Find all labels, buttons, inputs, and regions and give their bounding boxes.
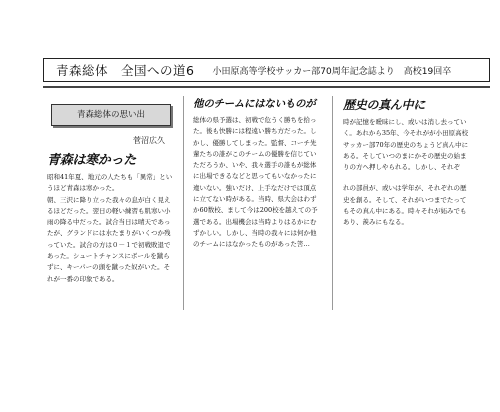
- article-body: [343, 117, 471, 229]
- column-heading: 他のチームにはないものが: [193, 98, 316, 110]
- section-label-box: 青森総体の思い出: [51, 104, 171, 126]
- header-divider: [43, 86, 490, 88]
- article-body: [193, 115, 321, 251]
- article-body: [47, 172, 173, 285]
- paragraph: 総体の県予選は、初戦で危うく勝ちを拾った。後も快勝には程遠い勝ち方だった。しかし、優勝してしまった。監督、コーチ先輩たちの誰がこのチームの優勝を信じていただろうか、いや、我々選手の誰もが総体に出場できるなどと思ってもいなかったに違いない。強いだけ、上手なだけでは頂点に立てない時がある。当時、県大会はわずか60数校、まして今は200校を越えての予選である。出場機会は当時よりはるかにむずかしい。しかし、当時の我々には何か他のチームにはなかったものがあった筈…: [193, 116, 318, 249]
- page-title: 青森総体 全国への道6: [56, 63, 195, 78]
- column-heading: 青森は寒かった: [47, 153, 136, 168]
- column-divider: [183, 96, 184, 310]
- article-column-3: [343, 96, 471, 229]
- paragraph: 昭和41年夏、地元の人たちも「異常」というほど青森は寒かった。: [47, 173, 173, 193]
- source-note: 小田原高等学校サッカー部70周年記念誌より 高校19回卒: [212, 66, 452, 77]
- article-column-1: [47, 96, 173, 285]
- paragraph: 時が記憶を曖昧にし、或いは消し去っていく。あれから35年、今それがが小田原高校サッカー部70年の歴史のちょうど真ん中にある。そしていつのまにかその歴史の始まりの方へ押しやられる。しかし、それぞ: [343, 118, 469, 172]
- article-column-2: [193, 96, 321, 251]
- column-divider: [332, 96, 333, 310]
- paragraph: 朝、三沢に降り立った我々の息が白く見えるほどだった。翌日の軽い練習も肌寒い小雨の降る中だった。試合当日は晴天であったが、グランドには水たまりがいくつか残っていた。試合の方は０－１で初戦敗退であった。シュートチャンスにボールを蹴らずに、キーパーの頭を蹴った奴がいた。それが一番の印象である。: [47, 195, 171, 283]
- paragraph: れの部員が、或いは学年が、それぞれの歴史を創る。そして、それがいつまでたってもその真ん中にある。時々それが妬みでもあり、羨みにもなる。: [343, 184, 467, 227]
- author-name: 菅沼広久: [133, 136, 165, 145]
- header-banner: [43, 58, 490, 82]
- column-heading: 歴史の真ん中に: [343, 98, 425, 112]
